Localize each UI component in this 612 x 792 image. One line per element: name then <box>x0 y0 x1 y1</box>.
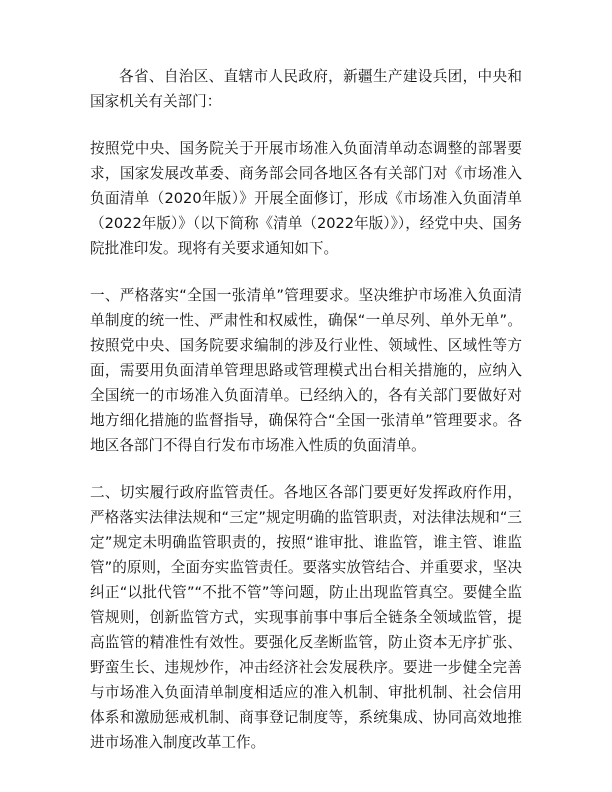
section-one-paragraph: 一、严格落实“全国一张清单”管理要求。坚决维护市场准入负面清单制度的统一性、严肃性和权威性，确保“一单尽列、单外无单”。按照党中央、国务院要求编制的涉及行业性、领域性、区域性等方面，需要用负面清单管理思路或管理模式出台相关措施的，应纳入全国统一的市场准入负面清单。已经纳入的，各有关部门要做好对地方细化措施的监督指导，确保符合“全国一张清单”管理要求。各地区各部门不得自行发布市场准入性质的负面清单。 <box>90 287 522 454</box>
salutation-paragraph: 各省、自治区、直辖市人民政府，新疆生产建设兵团，中央和国家机关有关部门： <box>90 68 522 110</box>
section-two-paragraph: 二、切实履行政府监管责任。各地区各部门要更好发挥政府作用，严格落实法律法规和“三定”规定明确的监管职责，对法律法规和“三定”规定未明确监管职责的，按照“谁审批、谁监管，谁主管、谁监管”的原则，全面夯实监管责任。要落实放管结合、并重要求，坚决纠正“以批代管”“不批不管”等问题，防止出现监管真空。要健全监管规则，创新监管方式，实现事前事中事后全链条全领域监管，提高监管的精准性有效性。要强化反垄断监管，防止资本无序扩张、野蛮生长、违规炒作，冲击经济社会发展秩序。要进一步健全完善与市场准入负面清单制度相适应的准入机制、审批机制、社会信用体系和激励惩戒机制、商事登记制度等，系统集成、协同高效地推进市场准入制度改革工作。 <box>90 484 522 751</box>
intro-paragraph: 按照党中央、国务院关于开展市场准入负面清单动态调整的部署要求，国家发展改革委、商务部会同各地区各有关部门对《市场准入负面清单（2020年版）》开展全面修订，形成《市场准入负面清单（2022年版）》（以下简称《清单（2022年版）》），经党中央、国务院批准印发。现将有关要求通知如下。 <box>90 140 522 257</box>
document-body <box>90 64 522 755</box>
